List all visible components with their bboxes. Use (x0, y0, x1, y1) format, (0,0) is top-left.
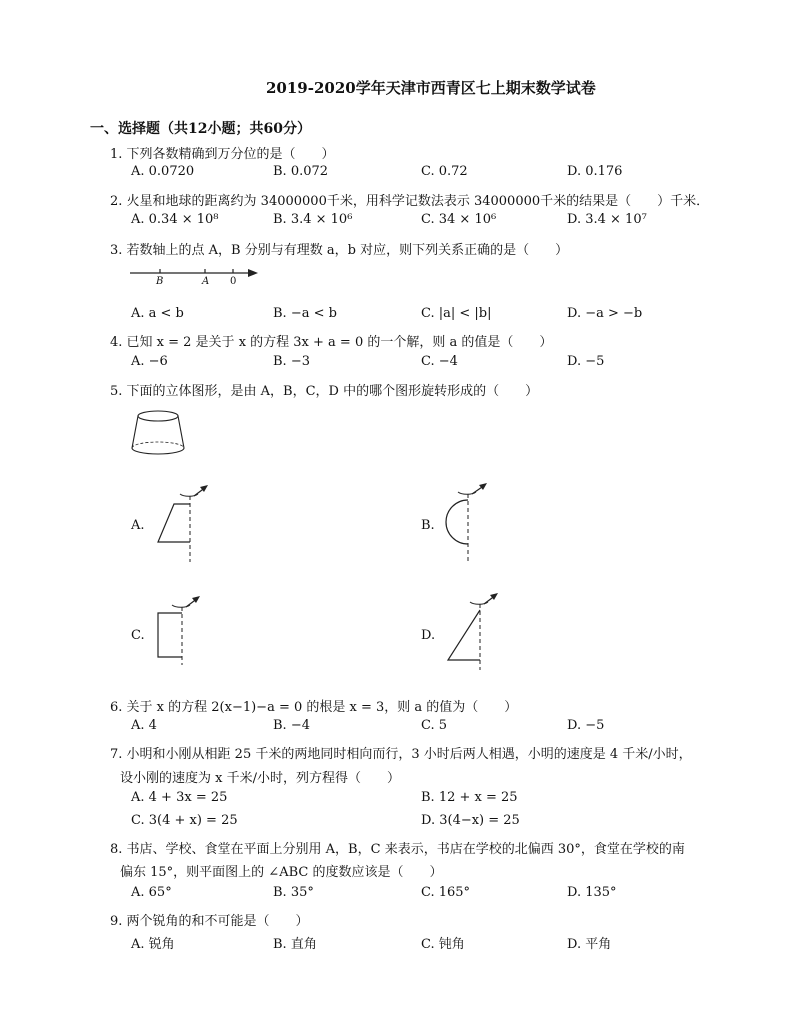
q6-option-c[interactable]: C. 5 (421, 718, 448, 733)
q9-option-c[interactable]: C. 钝角 (421, 937, 465, 952)
q9-option-b[interactable]: B. 直角 (273, 937, 317, 952)
q9-stem: 9. 两个锐角的和不可能是（ ） (110, 914, 309, 929)
q5-stem: 5. 下面的立体图形，是由 A，B，C，D 中的哪个图形旋转形成的（ ） (110, 384, 539, 399)
q9-option-a[interactable]: A. 锐角 (131, 937, 175, 952)
q1-option-b[interactable]: B. 0.072 (273, 164, 329, 179)
q2-option-d[interactable]: D. 3.4 × 10⁷ (567, 212, 647, 227)
q8-option-d[interactable]: D. 135° (567, 885, 617, 900)
axis-label-b: B (156, 276, 164, 287)
q6-option-b[interactable]: B. −4 (273, 718, 310, 733)
q2-option-c[interactable]: C. 34 × 10⁶ (421, 212, 497, 227)
q6-option-a[interactable]: A. 4 (131, 718, 157, 733)
q3-option-c[interactable]: C. |a| < |b| (421, 306, 492, 321)
q1-option-d[interactable]: D. 0.176 (567, 164, 623, 179)
q7-option-a[interactable]: A. 4 + 3x = 25 (131, 790, 228, 805)
q3-option-d[interactable]: D. −a > −b (567, 306, 643, 321)
q9-option-d[interactable]: D. 平角 (567, 937, 612, 952)
q7-stem-line2: 设小刚的速度为 x 千米/小时，列方程得（ ） (120, 771, 400, 786)
q4-option-d[interactable]: D. −5 (567, 354, 605, 369)
q6-stem: 6. 关于 x 的方程 2(x−1)−a = 0 的根是 x = 3，则 a 的值为（ ） (110, 700, 518, 715)
axis-label-a: A (202, 276, 210, 287)
q4-option-b[interactable]: B. −3 (273, 354, 310, 369)
q3-stem: 3. 若数轴上的点 A，B 分别与有理数 a，b 对应，则下列关系正确的是（ ） (110, 243, 569, 258)
number-line-figure (130, 262, 260, 292)
frustum-figure (130, 408, 190, 458)
q4-option-c[interactable]: C. −4 (421, 354, 458, 369)
q4-stem: 4. 已知 x = 2 是关于 x 的方程 3x + a = 0 的一个解，则 a 的值是（ ） (110, 335, 553, 350)
q8-stem-line1: 8. 书店、学校、食堂在平面上分别用 A，B，C 来表示，书店在学校的北偏西 30°，食堂在学校的南 (110, 842, 685, 857)
shape-b-semicircle (440, 482, 500, 564)
q2-stem: 2. 火星和地球的距离约为 34000000千米，用科学记数法表示 34000000千米的结果是（ ）千米． (110, 194, 710, 209)
q1-option-a[interactable]: A. 0.0720 (131, 164, 195, 179)
page-title: 2019-2020学年天津市西青区七上期末数学试卷 (266, 79, 596, 97)
q2-option-b[interactable]: B. 3.4 × 10⁶ (273, 212, 353, 227)
q7-option-d[interactable]: D. 3(4−x) = 25 (421, 813, 520, 828)
q5-option-b[interactable]: B. (421, 518, 435, 533)
section-heading: 一、选择题（共12小题；共60分） (90, 121, 311, 137)
q5-option-c[interactable]: C. (131, 628, 145, 643)
shape-a-trapezoid (150, 484, 210, 564)
q5-option-a[interactable]: A. (131, 518, 145, 533)
shape-d-triangle (440, 592, 500, 672)
q8-option-a[interactable]: A. 65° (131, 885, 172, 900)
q5-option-d[interactable]: D. (421, 628, 436, 643)
q8-option-b[interactable]: B. 35° (273, 885, 314, 900)
shape-c-rectangle (150, 595, 210, 667)
q6-option-d[interactable]: D. −5 (567, 718, 605, 733)
q7-option-b[interactable]: B. 12 + x = 25 (421, 790, 518, 805)
q4-option-a[interactable]: A. −6 (131, 354, 168, 369)
q7-option-c[interactable]: C. 3(4 + x) = 25 (131, 813, 238, 828)
q3-option-a[interactable]: A. a < b (131, 306, 184, 321)
number-line-arrow (248, 269, 258, 277)
axis-label-zero: 0 (230, 276, 237, 287)
q8-stem-line2: 偏东 15°，则平面图上的 ∠ABC 的度数应该是（ ） (120, 865, 443, 880)
q3-option-b[interactable]: B. −a < b (273, 306, 337, 321)
q1-option-c[interactable]: C. 0.72 (421, 164, 468, 179)
q7-stem-line1: 7. 小明和小刚从相距 25 千米的两地同时相向而行，3 小时后两人相遇，小明的速度是 4 千米/小时， (110, 747, 692, 762)
q1-stem: 1. 下列各数精确到万分位的是（ ） (110, 147, 335, 162)
q2-option-a[interactable]: A. 0.34 × 10⁸ (131, 212, 219, 227)
q8-option-c[interactable]: C. 165° (421, 885, 471, 900)
